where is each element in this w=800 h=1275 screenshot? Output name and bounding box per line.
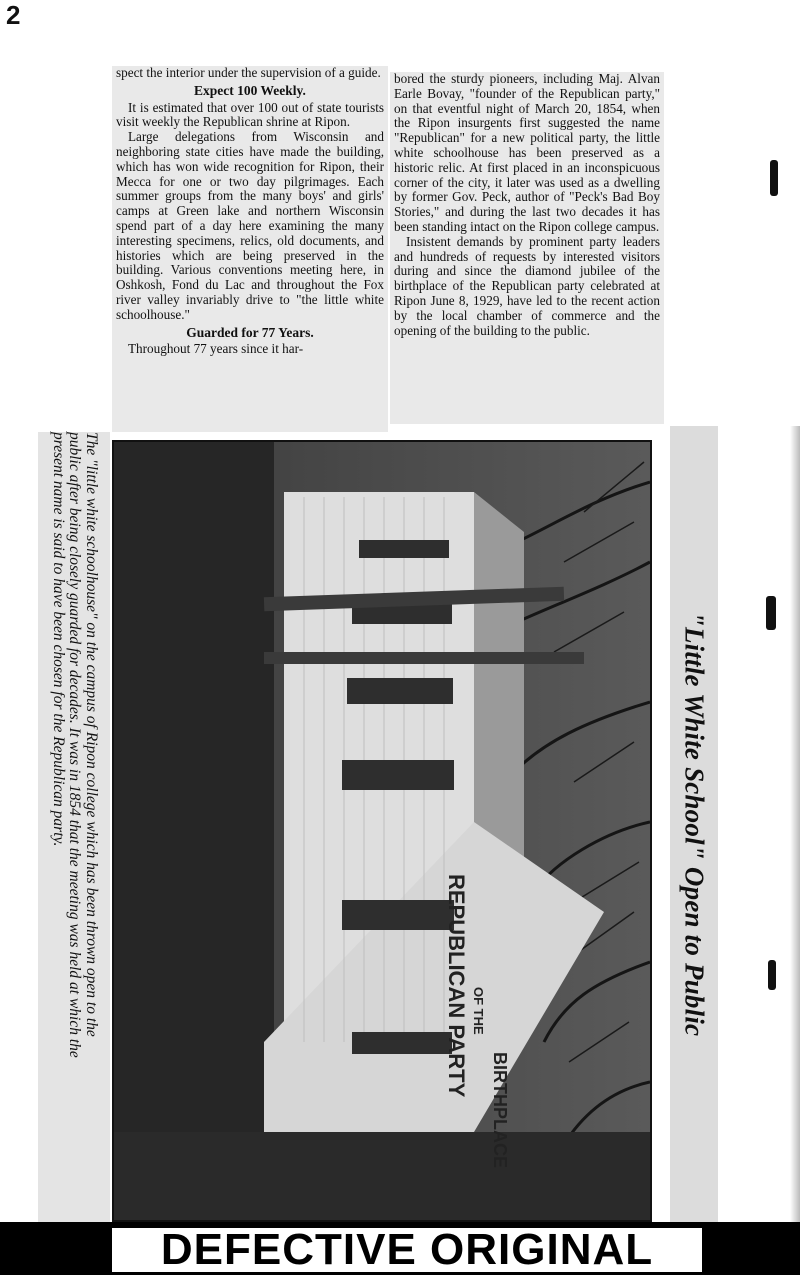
sign-birthplace: BIRTHPLACE <box>490 1052 510 1168</box>
defective-original-stamp: DEFECTIVE ORIGINAL <box>112 1228 702 1272</box>
page-number: 2 <box>6 0 21 30</box>
paragraph: It is estimated that over 100 out of state tourists visit weekly the Republican shrine at Ripon. <box>116 99 384 130</box>
caption-line: present name is said to have been chosen for the Republican party. <box>49 432 67 847</box>
schoolhouse-photo <box>112 440 652 1222</box>
sign-of-the: OF THE <box>471 987 486 1035</box>
subheading: Guarded for 77 Years. <box>186 324 314 340</box>
page-margin <box>720 426 800 1222</box>
caption-line: The "little white schoolhouse" on the campus of Ripon college which has been thrown open to the <box>82 432 100 1037</box>
paragraph: Throughout 77 years since it har- <box>128 341 304 357</box>
subheading: Expect 100 Weekly. <box>194 82 306 98</box>
article-column-right <box>390 72 664 424</box>
binding-mark <box>770 160 778 196</box>
article-column-left <box>112 66 388 432</box>
caption-line: public after being closely guarded for decades. It was in 1854 that the meeting was held at which the <box>66 432 84 1058</box>
binding-mark <box>768 960 776 990</box>
sign-republican-party: REPUBLICAN PARTY <box>444 874 469 1098</box>
binding-mark <box>766 596 776 630</box>
photo-caption <box>49 432 99 1232</box>
paragraph: spect the interior under the supervision of a guide. <box>116 65 381 80</box>
headline: "Little White School" Open to Public <box>679 611 710 1037</box>
paragraph: Large delegations from Wisconsin and neighboring state cities have made the building, which has won wide recognition for Ripon, their Mecca for one or two day pilgrimages. Each summer groups from the many boys' and girls' camps at Green lake and northern Wisconsin spend part of a day here examining the many interesting specimens, relics, old documents, and histories which are being preserved in the building. Various conventions meeting here, in Oshkosh, Fond du Lac and throughout the Fox river valley invariably drive to "the little white schoolhouse." <box>116 129 384 322</box>
paragraph: Insistent demands by prominent party leaders and hundreds of requests by interested visitors during and since the diamond jubilee of the birthplace of the Republican party celebrated at Ripon June 8, 1929, have led to the recent action by the local chamber of commerce and the opening of the building to the public. <box>394 233 660 338</box>
schoolhouse-illustration <box>114 442 650 1220</box>
paragraph: bored the sturdy pioneers, including Maj. Alvan Earle Bovay, "founder of the Republican party," on that eventful night of March 20, 1854, when the Ripon insurgents first suggested the name "Republican" for a new political party, the little white schoolhouse has been preserved as a historic relic. At first placed in an inconspicuous corner of the city, it later was used as a dwelling by former Gov. Peck, author of "Peck's Bad Boy Stories," and during the last two decades it has been standing intact on the Ripon college campus. <box>394 71 660 234</box>
